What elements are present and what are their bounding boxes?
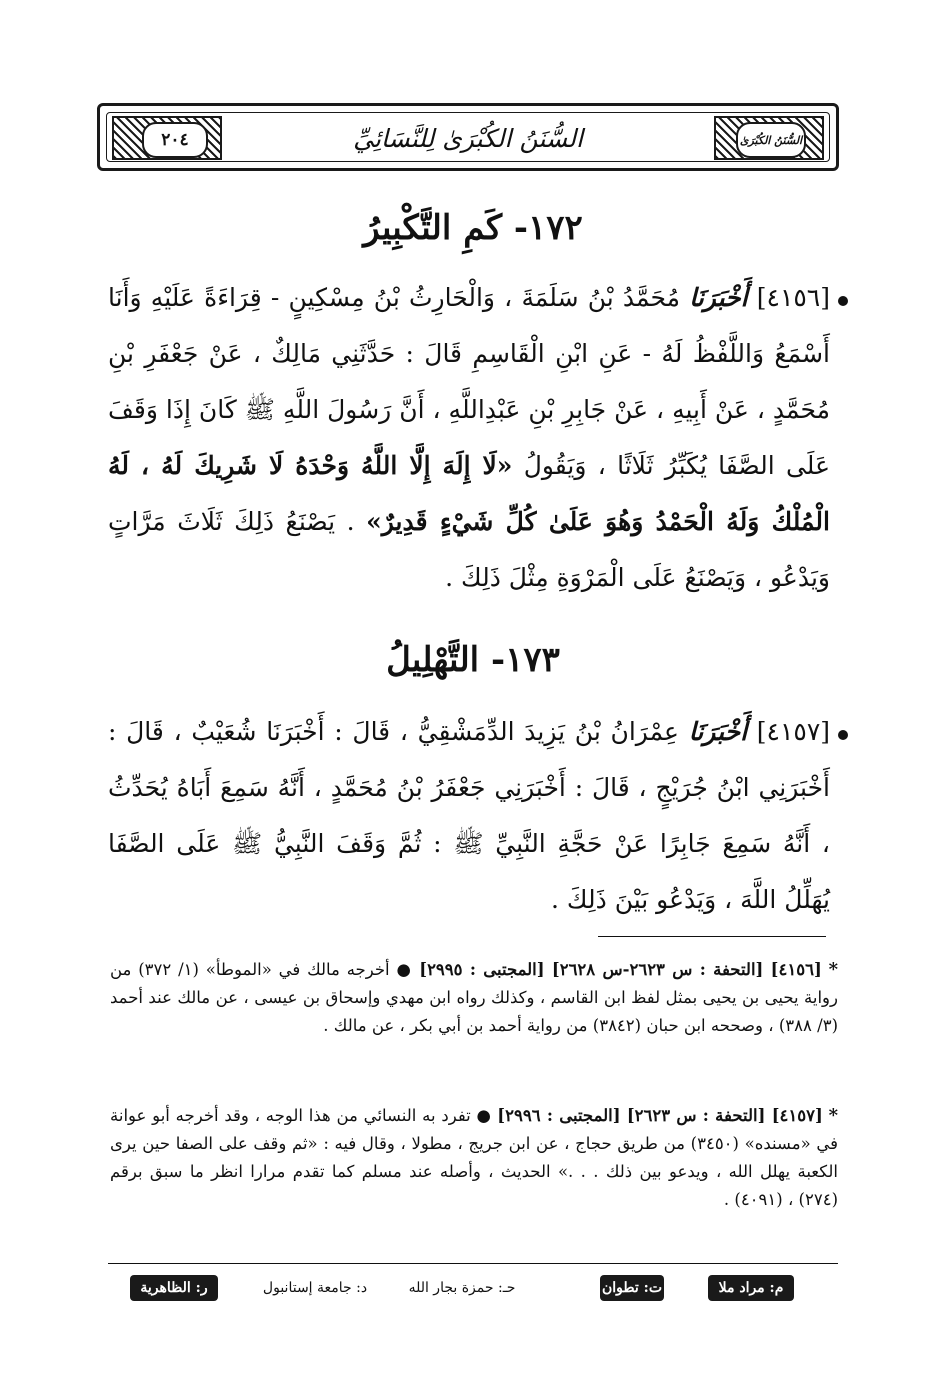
hadith-text: مُحَمَّدُ بْنُ سَلَمَةَ ، وَالْحَارِثُ بْنُ مِسْكِينٍ - قِرَاءَةً عَلَيْهِ وَأَنَا أَسْمَعُ وَاللَّفْظُ لَهُ - عَنِ ابْنِ الْقَاسِمِ قَالَ : حَدَّثَنِي مَالِكٌ ، عَنْ جَعْفَرِ بْنِ مُحَمَّدٍ ، عَنْ أَبِيهِ ، عَنْ جَابِرِ بْنِ عَبْدِاللَّهِ ، أَنَّ رَسُولَ اللَّهِ ﷺ كَانَ إِذَا وَقَفَ عَلَى الصَّفَا يُكَبِّرُ ثَلَاثًا ، وَيَقُولُ bbox=[108, 283, 830, 480]
header-ornament-left bbox=[112, 116, 222, 160]
header-ornament-right bbox=[714, 116, 824, 160]
hadith-bold-text: «لَا إِلَهَ إِلَّا اللَّهُ وَحْدَهُ لَا شَرِيكَ لَهُ ، لَهُ الْمُلْكُ وَلَهُ الْحَمْدُ وَهُوَ عَلَىٰ كُلِّ شَيْءٍ قَدِيرٌ» bbox=[108, 451, 830, 536]
hadith-number: [٤١٥٦] bbox=[756, 283, 830, 312]
manuscript-siglum: د: جامعة إستانبول bbox=[262, 1280, 368, 1296]
narration-label: أَخْبَرَنَا bbox=[688, 717, 748, 746]
footnote-text: ● تفرد به النسائي من هذا الوجه ، وقد أخرجه أبو عوانة في «مسنده» (٣٤٥٠) من طريق حجاج ، عن ابن جريج ، مطولا ، وقال فيه : «ثم وقف على الصفا حين يرى الكعبة يهلل الله ، ويدعو بين ذلك . . .» الحديث ، وأصله عند مسلم كما تقدم مرارا انظر ما سبق برقم (٢٧٤) ، (٤٠٩١) . bbox=[110, 1106, 838, 1209]
page-header bbox=[97, 103, 839, 171]
manuscript-siglum: م: مراد ملا bbox=[708, 1275, 794, 1301]
hadith-number: [٤١٥٧] bbox=[756, 717, 831, 746]
footnote-reference: [٤١٥٧] [التحفة : س ٢٦٢٣] [المجتبى : ٢٩٩٦] bbox=[497, 1106, 823, 1125]
bullet-icon bbox=[838, 296, 848, 306]
running-title: السُّنَنُ الكُبْرَىٰ لِلنَّسَائِيِّ bbox=[353, 123, 583, 153]
hadith-text: عِمْرَانُ بْنُ يَزِيدَ الدِّمَشْقِيُّ ، قَالَ : أَخْبَرَنَا شُعَيْبٌ ، قَالَ : أَخْبَرَنِي ابْنُ جُرَيْجٍ ، قَالَ : أَخْبَرَنِي جَعْفَرُ بْنُ مُحَمَّدٍ ، أَنَّهُ سَمِعَ أَبَاهُ يُحَدِّثُ ، أَنَّهُ سَمِعَ جَابِرًا عَنْ حَجَّةِ النَّبِيِّ ﷺ : ثُمَّ وَقَفَ النَّبِيُّ ﷺ عَلَى الصَّفَا يُهَلِّلُ اللَّهَ ، وَيَدْعُو بَيْنَ ذَلِكَ . bbox=[108, 717, 830, 914]
footnote-4157 bbox=[110, 1102, 838, 1214]
hadith-text-end: . يَصْنَعُ ذَلِكَ ثَلَاثَ مَرَّاتٍ وَيَدْعُو ، وَيَصْنَعُ عَلَى الْمَرْوَةِ مِثْلَ ذَلِكَ . bbox=[108, 507, 830, 592]
book-emblem: السُّنَنُ الكُبْرَىٰ bbox=[736, 122, 806, 158]
manuscript-siglum: ر: الظاهرية bbox=[130, 1275, 218, 1301]
footnote-marker: * bbox=[828, 959, 838, 980]
bullet-icon bbox=[838, 730, 848, 740]
hadith-4156 bbox=[108, 270, 830, 606]
chapter-heading-172: ١٧٢- كَمِ التَّكْبِيرُ bbox=[363, 208, 583, 248]
footnote-separator bbox=[598, 936, 826, 937]
narration-label: أَخْبَرَنَا bbox=[689, 283, 748, 312]
chapter-heading-173: ١٧٣- التَّهْلِيلُ bbox=[386, 640, 560, 680]
page-number: ٢٠٤ bbox=[142, 122, 208, 158]
footer-rule bbox=[108, 1263, 838, 1264]
footnote-reference: [٤١٥٦] [التحفة : س ٢٦٢٣-س ٢٦٢٨] [المجتبى : ٢٩٩٥] bbox=[419, 960, 822, 979]
footnote-text: ● أخرجه مالك في «الموطأ» (١/ ٣٧٢) من رواية يحيى بن يحيى بمثل لفظ ابن القاسم ، وكذلك رواه ابن مهدي وإسحاق بن عيسى ، عن مالك عند أحمد (٣/ ٣٨٨) ، وصححه ابن حبان (٣٨٤٢) من رواية أحمد بن أبي بكر ، عن مالك . bbox=[110, 960, 838, 1035]
manuscript-siglum: حـ: حمزة بجار الله bbox=[408, 1280, 516, 1296]
manuscript-siglum: ت: تطوان bbox=[600, 1275, 664, 1301]
footnote-4156 bbox=[110, 956, 838, 1040]
hadith-4157 bbox=[108, 704, 830, 928]
footnote-marker: * bbox=[828, 1105, 839, 1126]
